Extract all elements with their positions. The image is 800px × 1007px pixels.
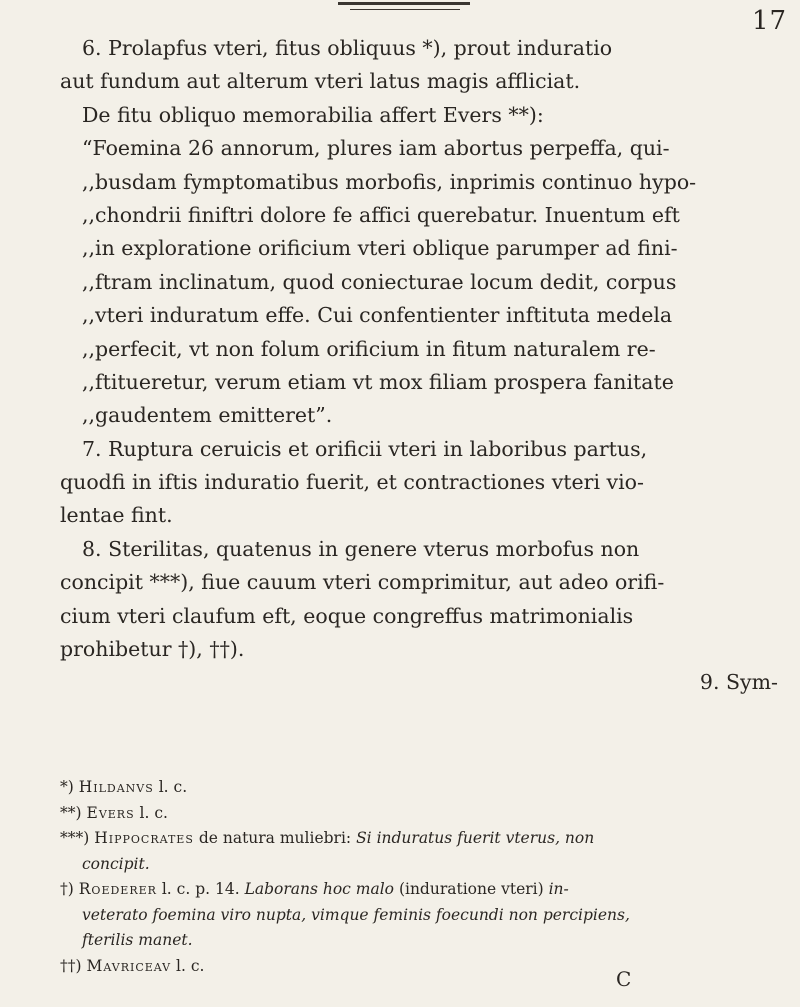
footnote-quote: in-	[548, 880, 569, 898]
footnote	[60, 801, 780, 827]
footnote-continuation	[60, 928, 780, 954]
footnote-author: Mavriceav	[86, 956, 172, 975]
header-rule-thin	[350, 9, 460, 10]
main-text	[60, 32, 780, 700]
text-line: 6. Prolapfus vteri, fitus obliquus *), prout induratio	[82, 36, 613, 60]
catchword: 9. Sym-	[699, 670, 778, 695]
text-line: lentae fint.	[60, 503, 173, 528]
text-line: cium vteri claufum eft, eoque congreffus matrimonialis	[60, 603, 634, 628]
footnote-text: l. c.	[153, 778, 188, 796]
header-rule	[338, 2, 470, 5]
text-line: ,,in exploratione orificium vteri oblique parumper ad fini-	[82, 236, 678, 261]
footnote	[60, 826, 780, 852]
text-line: De fitu obliquo memorabilia affert Evers **):	[82, 102, 544, 127]
text-line: ,,vteri induratum effe. Cui confentienter inftituta medela	[82, 303, 673, 328]
footnote-continuation	[60, 903, 780, 929]
footnote-continuation	[60, 852, 780, 878]
footnote-text: de natura muliebri:	[193, 829, 357, 847]
text-line: ,,perfecit, vt non folum orificium in fitum naturalem re-	[82, 336, 656, 361]
footnote-mark: †)	[60, 880, 74, 898]
footnote-text: l. c.	[134, 803, 168, 822]
text-line: ,,busdam fymptomatibus morbofis, inprimis continuo hypo-	[82, 169, 697, 194]
text-line: ,,gaudentem emitteret”.	[82, 403, 333, 428]
footnote-quote: concipit.	[82, 854, 150, 873]
footnote-mark: *)	[60, 778, 74, 796]
footnote	[60, 877, 780, 903]
footnote-quote: Si induratus fuerit vterus, non	[356, 829, 595, 847]
footnote-text: (induratione vteri)	[394, 880, 549, 898]
text-line: aut fundum aut alterum vteri latus magis affliciat.	[60, 69, 581, 94]
signature-mark: C	[616, 967, 632, 991]
text-line: ,,ftitueretur, verum etiam vt mox filiam prospera fanitate	[82, 369, 674, 394]
footnote-author: Hildanvs	[78, 778, 154, 796]
footnote-mark: ††)	[60, 956, 82, 975]
text-line: concipit ***), fiue cauum vteri comprimitur, aut adeo orifi-	[60, 570, 665, 595]
footnote-quote: fterilis manet.	[82, 931, 193, 949]
page-number: 17	[752, 6, 788, 36]
text-line: 7. Ruptura ceruicis et orificii vteri in laboribus partus,	[82, 436, 648, 461]
footnote-author: Evers	[86, 803, 135, 822]
footnote-quote: veterato foemina viro nupta, vimque feminis foecundi non percipiens,	[82, 905, 630, 924]
footnote	[60, 775, 780, 801]
footnote-mark: ***)	[60, 829, 90, 847]
footnote-author: Roederer	[78, 880, 157, 898]
footnote-author: Hippocrates	[94, 829, 194, 847]
footnote	[60, 954, 780, 980]
text-line: ,,ftram inclinatum, quod coniecturae locum dedit, corpus	[82, 269, 677, 294]
text-line: 8. Sterilitas, quatenus in genere vterus morbofus non	[82, 536, 640, 561]
footnotes	[60, 775, 780, 979]
footnote-quote: Laborans hoc malo	[244, 880, 395, 898]
text-line: quodfi in iftis induratio fuerit, et contractiones vteri vio-	[60, 470, 644, 495]
text-line: ,,chondrii finiftri dolore fe affici querebatur. Inuentum eft	[82, 202, 680, 227]
footnote-text: l. c.	[171, 956, 205, 975]
footnote-mark: **)	[60, 803, 82, 822]
text-line: prohibetur †), ††).	[60, 637, 245, 662]
footnote-text: l. c. p. 14.	[156, 880, 245, 898]
text-line: “Foemina 26 annorum, plures iam abortus perpeffa, qui-	[82, 136, 670, 161]
